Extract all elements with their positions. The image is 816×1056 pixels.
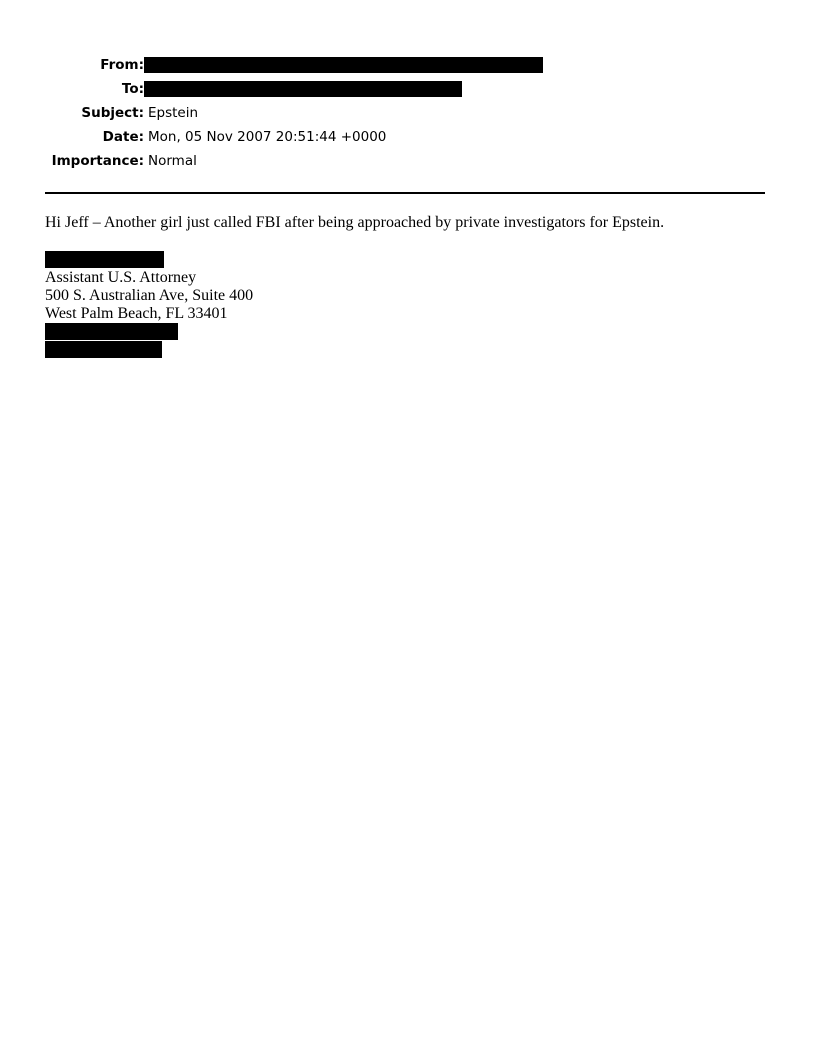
date-row	[0, 125, 816, 149]
date-label: Date:	[102, 129, 144, 145]
signature-title: Assistant U.S. Attorney	[45, 269, 197, 286]
signature-name-line	[45, 251, 253, 269]
to-redaction	[144, 81, 462, 97]
date-value: Mon, 05 Nov 2007 20:51:44 +0000	[148, 129, 387, 145]
subject-label: Subject:	[81, 105, 144, 121]
email-header	[0, 53, 816, 173]
from-label: From:	[100, 57, 144, 73]
signature-email-redaction	[45, 341, 162, 358]
header-divider	[45, 192, 765, 194]
signature-phone-redaction	[45, 323, 178, 340]
from-redaction	[144, 57, 543, 73]
to-row	[0, 77, 816, 101]
signature-name-redaction	[45, 251, 164, 268]
email-body-message: Hi Jeff – Another girl just called FBI after being approached by private investigators for Epstein.	[45, 214, 665, 231]
from-row	[0, 53, 816, 77]
subject-value: Epstein	[148, 105, 199, 121]
importance-row	[0, 149, 816, 173]
to-label: To:	[121, 81, 144, 97]
importance-label: Importance:	[51, 153, 144, 169]
signature-phone-line	[45, 323, 253, 341]
subject-row	[0, 101, 816, 125]
signature-email-line	[45, 341, 253, 359]
signature-address-line2: West Palm Beach, FL 33401	[45, 305, 228, 322]
signature-block	[45, 251, 253, 359]
importance-value: Normal	[148, 153, 197, 169]
signature-address-line1: 500 S. Australian Ave, Suite 400	[45, 287, 254, 304]
